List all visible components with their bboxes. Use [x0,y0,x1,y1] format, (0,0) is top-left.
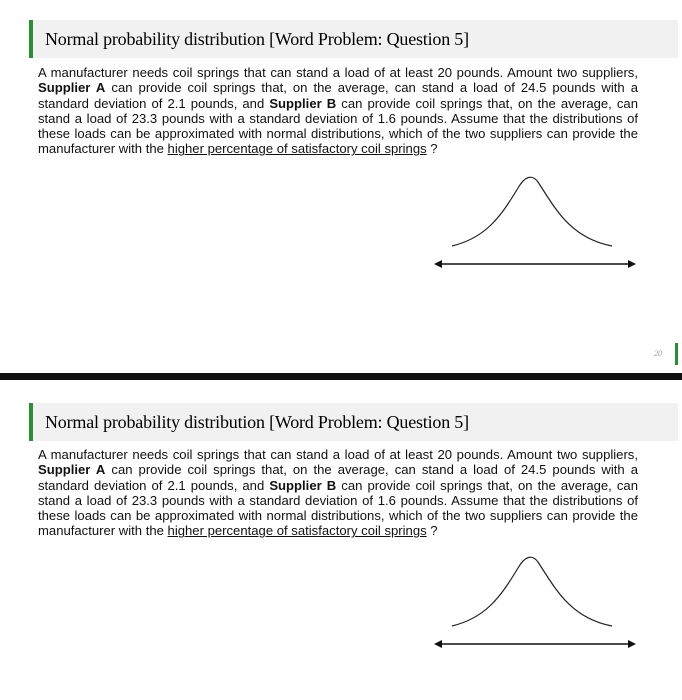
question-text [38,447,638,539]
question-text-part: A manufacturer needs coil springs that can stand a load of at least 20 pounds. Amount two suppliers, [38,65,638,80]
slide-title: Normal probability distribution [Word Problem: Question 5] [45,29,469,49]
underlined-phrase: higher percentage of satisfactory coil springs [167,141,427,157]
question-text-part: can provide coil springs that, on the average, can stand a load of 24.5 pounds with a standard deviation of 2.1 pounds, and [38,80,638,111]
slide-separator [0,373,682,380]
axis-arrow-right [628,260,636,268]
right-accent-bar [675,343,678,365]
question-text-part: A manufacturer needs coil springs that can stand a load of at least 20 pounds. Amount two suppliers, [38,447,638,462]
supplier-b-label: Supplier B [269,95,337,111]
supplier-a-label: Supplier A [38,80,106,96]
supplier-b-label: Supplier B [269,477,337,493]
slide-title-bar [29,403,678,441]
question-text-part: can provide coil springs that, on the average, can stand a load of 23.3 pounds with a standard deviation of 1.6 pounds. Assume that the distributions of these loads can be approximated with normal distributions, which of the two suppliers can provide the manufacturer with the [38,95,638,157]
axis-arrow-left [434,260,442,268]
underlined-phrase: higher percentage of satisfactory coil springs [167,523,427,539]
question-text-part: can provide coil springs that, on the average, can stand a load of 23.3 pounds with a standard deviation of 1.6 pounds. Assume that the distributions of these loads can be approximated with normal distributions, which of the two suppliers can provide the manufacturer with the [38,477,638,539]
bell-curve [452,557,612,626]
axis-arrow-right [628,640,636,648]
title-accent-bar [29,403,33,441]
question-text-part: can provide coil springs that, on the average, can stand a load of 24.5 pounds with a standard deviation of 2.1 pounds, and [38,462,638,493]
question-text-part: ? [426,523,438,539]
question-text-part: ? [426,141,438,157]
slide-title-bar [29,20,678,58]
slide-title: Normal probability distribution [Word Problem: Question 5] [45,412,469,432]
axis-arrow-left [434,640,442,648]
normal-curve-diagram [430,168,640,278]
supplier-a-label: Supplier A [38,462,106,478]
normal-curve-diagram [430,548,640,658]
title-accent-bar [29,20,33,58]
page-number: 20 [654,349,662,358]
question-text [38,65,638,157]
bell-curve [452,177,612,246]
